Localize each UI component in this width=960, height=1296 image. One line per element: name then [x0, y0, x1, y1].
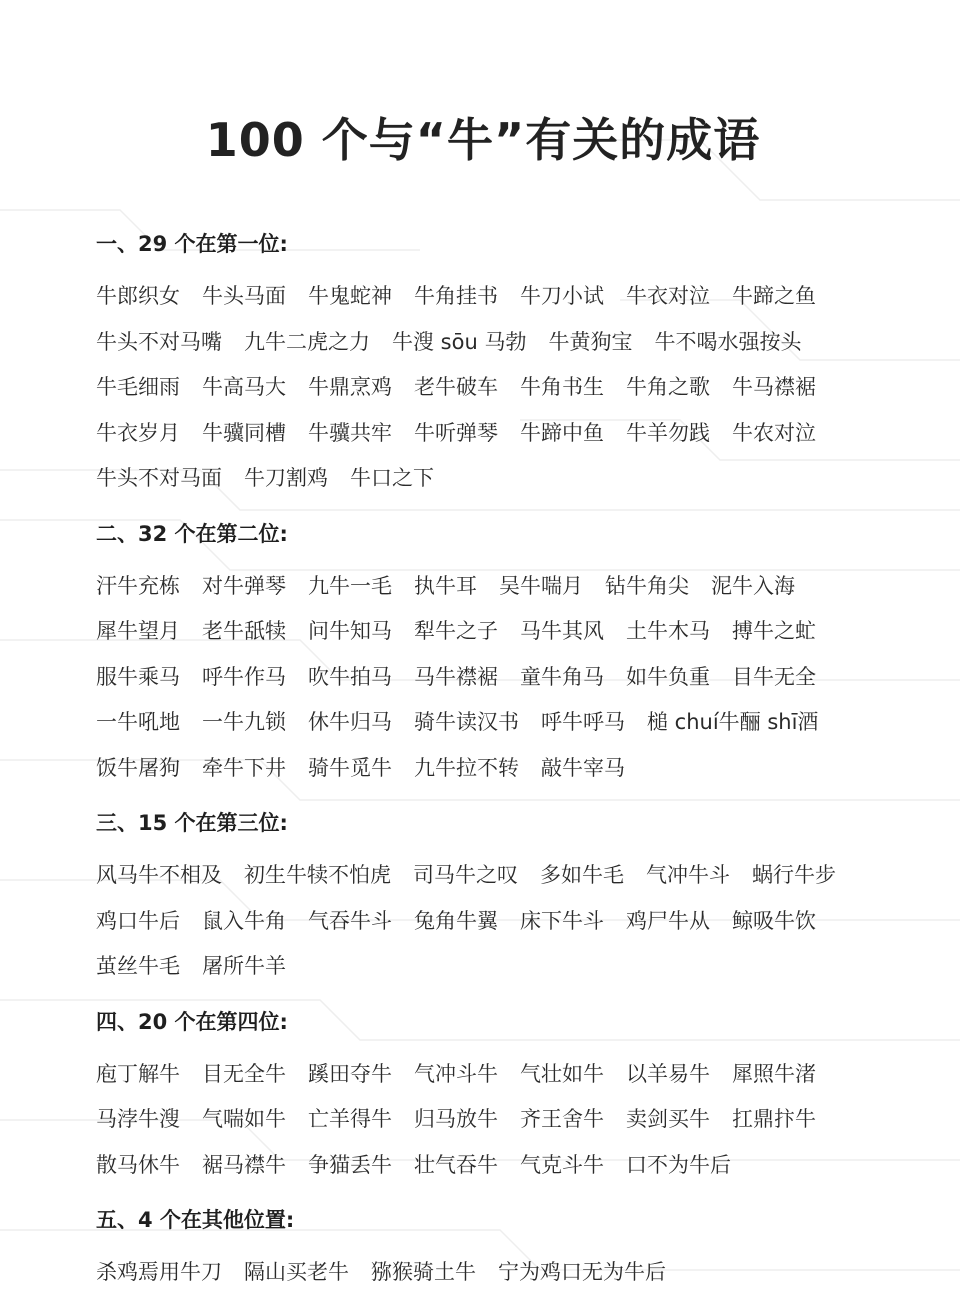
idiom-item: 犀牛望月 [96, 619, 180, 643]
idiom-item: 骑牛读汉书 [414, 710, 519, 734]
idiom-item: 九牛二虎之力 [244, 329, 370, 354]
idiom-item: 汗牛充栋 [96, 573, 180, 598]
idiom-item: 鼠入牛角 [202, 908, 286, 933]
idiom-item: 多如牛毛 [540, 863, 624, 887]
idiom-list [96, 564, 870, 792]
section-third-position [96, 809, 870, 990]
idiom-item: 气冲斗牛 [414, 1061, 498, 1086]
idiom-item: 司马牛之叹 [413, 863, 518, 887]
idiom-item: 气喘如牛 [202, 1107, 286, 1131]
section-second-position [96, 520, 870, 792]
idiom-list [96, 1250, 870, 1296]
idiom-item: 一牛九锁 [202, 710, 286, 734]
idiom-item: 口不为牛后 [626, 1152, 731, 1177]
idiom-item: 牛羊勿践 [626, 420, 710, 445]
idiom-item: 牛头马面 [202, 284, 286, 308]
idiom-item: 老牛破车 [414, 375, 498, 399]
page-title: 100 个与“牛”有关的成语 [205, 113, 761, 167]
idiom-item: 犀照牛渚 [732, 1061, 816, 1086]
idiom-item: 童牛角马 [520, 664, 604, 689]
idiom-item: 茧丝牛毛 [96, 954, 180, 978]
idiom-item: 对牛弹琴 [202, 573, 286, 598]
idiom-item: 壮气吞牛 [414, 1152, 498, 1177]
idiom-item: 牛鬼蛇神 [308, 284, 392, 308]
section-heading: 四、20 个在第四位: [96, 1009, 288, 1034]
idiom-item: 牛角书生 [520, 375, 604, 399]
idiom-item: 牛马襟裾 [732, 375, 816, 399]
idiom-item: 呼牛作马 [202, 664, 286, 689]
idiom-item: 牛黄狗宝 [548, 329, 633, 354]
idiom-item: 吴牛喘月 [499, 573, 583, 598]
idiom-item: 牛蹄之鱼 [732, 284, 816, 308]
idiom-item: 马浡牛溲 [96, 1107, 180, 1131]
idiom-item: 扛鼎抃牛 [732, 1107, 816, 1131]
idiom-item: 牛蹄中鱼 [520, 420, 604, 445]
idiom-item: 吹牛拍马 [308, 664, 392, 689]
idiom-item: 牛农对泣 [732, 420, 816, 445]
idiom-item: 槌 chuí牛酾 shī酒 [647, 710, 819, 734]
section-heading: 三、15 个在第三位: [96, 811, 288, 835]
idiom-item: 牛口之下 [350, 466, 434, 490]
idiom-item: 牛角挂书 [414, 284, 498, 308]
idiom-item: 齐王舍牛 [520, 1107, 604, 1131]
idiom-item: 马牛其风 [520, 619, 604, 643]
idiom-item: 牛骥同槽 [202, 420, 286, 445]
idiom-item: 蜗行牛步 [752, 863, 836, 887]
idiom-item: 敲牛宰马 [541, 755, 625, 780]
idiom-item: 执牛耳 [414, 573, 477, 598]
idiom-item: 马牛襟裾 [414, 664, 498, 689]
idiom-item: 归马放牛 [414, 1107, 498, 1131]
idiom-item: 气克斗牛 [520, 1152, 604, 1177]
idiom-item: 牛听弹琴 [414, 420, 498, 445]
idiom-item: 宁为鸡口无为牛后 [498, 1260, 666, 1284]
idiom-item: 鸡尸牛从 [626, 908, 710, 933]
idiom-item: 呼牛呼马 [541, 710, 625, 734]
idiom-list [96, 1052, 870, 1189]
idiom-item: 初生牛犊不怕虎 [244, 863, 391, 887]
idiom-item: 目牛无全 [732, 664, 816, 689]
idiom-item: 目无全牛 [202, 1061, 286, 1086]
section-heading: 二、32 个在第二位: [96, 521, 288, 546]
idiom-item: 牛角之歌 [626, 375, 710, 399]
idiom-item: 蹊田夺牛 [308, 1061, 392, 1086]
idiom-item: 泥牛入海 [711, 573, 795, 598]
idiom-item: 服牛乘马 [96, 664, 180, 689]
idiom-item: 牛鼎烹鸡 [308, 375, 392, 399]
idiom-item: 鲸吸牛饮 [732, 908, 816, 933]
idiom-item: 九牛一毛 [308, 573, 392, 598]
idiom-item: 隔山买老牛 [244, 1260, 349, 1284]
idiom-item: 卖剑买牛 [626, 1107, 710, 1131]
idiom-item: 犁牛之子 [414, 619, 498, 643]
idiom-item: 风马牛不相及 [96, 863, 222, 887]
idiom-item: 一牛吼地 [96, 710, 180, 734]
idiom-item: 如牛负重 [626, 664, 710, 689]
section-heading: 五、4 个在其他位置: [96, 1208, 295, 1232]
idiom-item: 散马休牛 [96, 1152, 180, 1177]
idiom-item: 裾马襟牛 [202, 1152, 286, 1177]
idiom-item: 牛高马大 [202, 375, 286, 399]
idiom-item: 亡羊得牛 [308, 1107, 392, 1131]
idiom-item: 牛不喝水强按头 [654, 329, 802, 354]
idiom-item: 牛溲 sōu 马勃 [392, 329, 527, 354]
idiom-item: 牛毛细雨 [96, 375, 180, 399]
idiom-item: 牛头不对马嘴 [96, 329, 222, 354]
idiom-item: 问牛知马 [308, 619, 392, 643]
idiom-item: 骑牛觅牛 [308, 755, 392, 780]
idiom-item: 以羊易牛 [626, 1061, 710, 1086]
idiom-item: 牛郎织女 [96, 284, 180, 308]
idiom-item: 床下牛斗 [520, 908, 604, 933]
section-fourth-position [96, 1008, 870, 1189]
idiom-item: 牛头不对马面 [96, 466, 222, 490]
idiom-item: 杀鸡焉用牛刀 [96, 1260, 222, 1284]
idiom-item: 钻牛角尖 [605, 573, 689, 598]
idiom-item: 气吞牛斗 [308, 908, 392, 933]
idiom-item: 牛刀割鸡 [244, 466, 328, 490]
idiom-item: 牵牛下井 [202, 755, 286, 780]
idiom-item: 九牛拉不转 [414, 755, 519, 780]
idiom-item: 屠所牛羊 [202, 954, 286, 978]
idiom-item: 搏牛之虻 [732, 619, 816, 643]
idiom-item: 猕猴骑土牛 [371, 1260, 476, 1284]
idiom-list [96, 853, 870, 990]
idiom-item: 兔角牛翼 [414, 908, 498, 933]
section-first-position [96, 230, 870, 502]
idiom-item: 土牛木马 [626, 619, 710, 643]
idiom-item: 老牛舐犊 [202, 619, 286, 643]
idiom-item: 争猫丢牛 [308, 1152, 392, 1177]
idiom-item: 气冲牛斗 [646, 863, 730, 887]
section-other-positions [96, 1206, 870, 1296]
idiom-item: 气壮如牛 [520, 1061, 604, 1086]
idiom-item: 牛刀小试 [520, 284, 604, 308]
idiom-item: 庖丁解牛 [96, 1061, 180, 1086]
section-heading: 一、29 个在第一位: [96, 232, 288, 256]
idiom-item: 牛衣岁月 [96, 420, 180, 445]
idiom-list [96, 274, 870, 502]
idiom-item: 鸡口牛后 [96, 908, 180, 933]
idiom-item: 牛衣对泣 [626, 284, 710, 308]
idiom-item: 牛骥共牢 [308, 420, 392, 445]
idiom-item: 饭牛屠狗 [96, 755, 180, 780]
idiom-item: 休牛归马 [308, 710, 392, 734]
